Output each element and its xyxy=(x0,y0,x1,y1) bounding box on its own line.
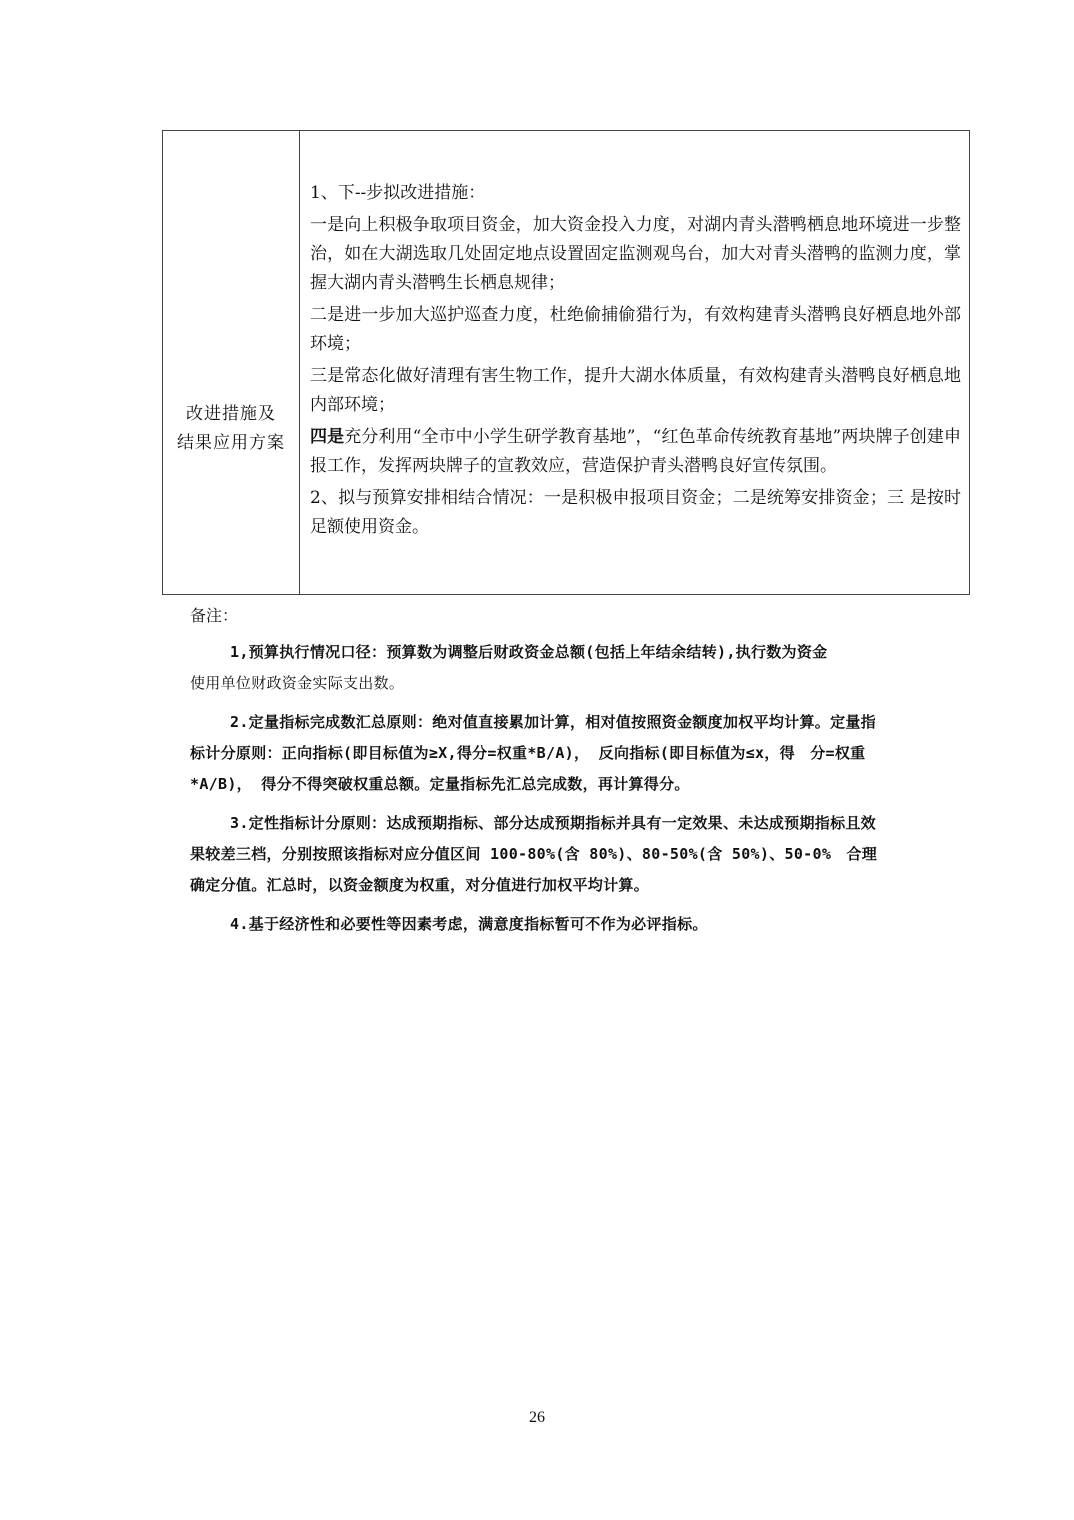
measure-item-3: 三是常态化做好清理有害生物工作，提升大湖水体质量，有效构建青头潜鸭良好栖息地内部环境； xyxy=(310,366,961,415)
measure-item-4-lead: 四是 xyxy=(310,427,345,447)
table-content-cell xyxy=(300,131,969,594)
measure-item-1: 一是向上积极争取项目资金，加大资金投入力度，对湖内青头潜鸭栖息地环境进一步整治，如在大湖选取几处固定地点设置固定监测观鸟台，加大对青头潜鸭的监测力度，掌握大湖内青头潜鸭生长栖息规律； xyxy=(310,215,961,293)
notes-section xyxy=(190,600,890,948)
note-4: 4.基于经济性和必要性等因素考虑，满意度指标暂可不作为必评指标。 xyxy=(230,915,708,933)
note-3: 3.定性指标计分原则：达成预期指标、部分达成预期指标并具有一定效果、未达成预期指标且效果较差三档，分别按照该指标对应分值区间 100-80%(含 80%)、80-50%(含 50%)、50-0% 合理确定分值。汇总时，以资金额度为权重，对分值进行加权平均计算。 xyxy=(190,814,878,894)
budget-combination: 2、拟与预算安排相结合情况：一是积极申报项目资金；二是统筹安排资金；三 是按时足额使用资金。 xyxy=(310,488,961,537)
measure-heading: 1、下--步拟改进措施： xyxy=(310,183,486,203)
note-1-continuation: 使用单位财政资金实际支出数。 xyxy=(190,674,405,692)
label-line-2: 结果应用方案 xyxy=(177,432,285,453)
note-2: 2.定量指标完成数汇总原则：绝对值直接累加计算，相对值按照资金额度加权平均计算。定量指标计分原则：正向指标(即目标值为≥X,得分=权重*B/A)， 反向指标(即目标值为≤x，得 分=权重*A/B)， 得分不得突破权重总额。定量指标先汇总完成数，再计算得分。 xyxy=(190,713,876,793)
notes-heading: 备注： xyxy=(190,606,239,625)
note-1-text: 1,预算执行情况口径：预算数为调整后财政资金总额(包括上年结余结转),执行数为资金 xyxy=(230,643,828,661)
note-1 xyxy=(190,637,890,699)
page-number: 26 xyxy=(529,1409,545,1426)
measure-item-4 xyxy=(310,423,961,481)
measure-item-4-text: 充分利用“全市中小学生研学教育基地”，“红色革命传统教育基地”两块牌子创建申报工作，发挥两块牌子的宣教效应，营造保护青头潜鸭良好宣传氛围。 xyxy=(310,427,961,476)
improvement-table xyxy=(162,130,970,595)
measure-item-2: 二是进一步加大巡护巡查力度，杜绝偷捕偷猎行为，有效构建青头潜鸭良好栖息地外部环境； xyxy=(310,305,961,354)
label-line-1: 改进措施及 xyxy=(186,403,276,424)
table-label-cell xyxy=(163,131,300,594)
